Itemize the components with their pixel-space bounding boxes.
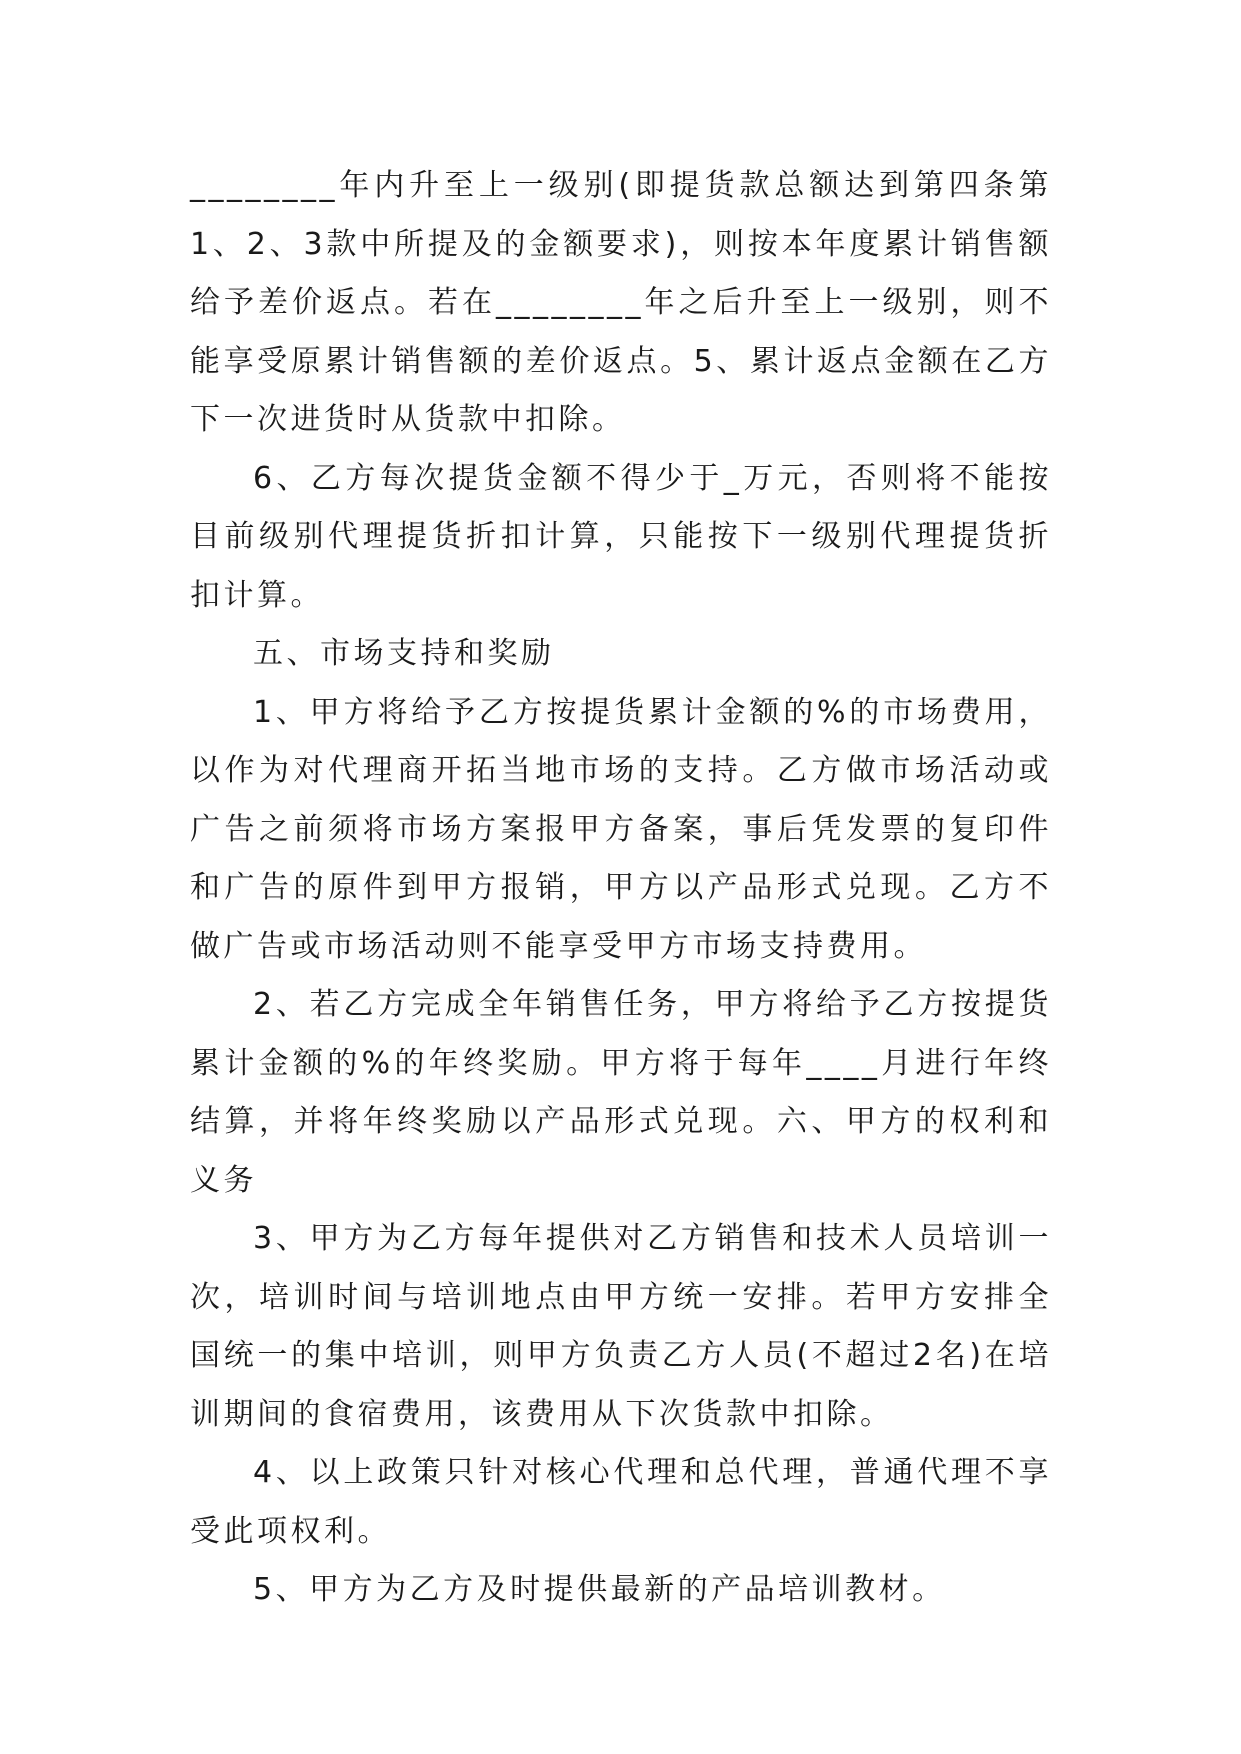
document-page: [190, 157, 1052, 1620]
paragraph-minimum-order: 6、乙方每次提货金额不得少于_万元，否则将不能按目前级别代理提货折扣计算，只能按下一级别代理提货折扣计算。: [190, 460, 1052, 613]
paragraph-rebate-terms: ________年内升至上一级别(即提货款总额达到第四条第1、2、3款中所提及的金额要求)，则按本年度累计销售额给予差价返点。若在________年之后升至上一级别，则不能享受原累计销售额的差价返点。5、累计返点金额在乙方下一次进货时从货款中扣除。: [190, 168, 1052, 437]
paragraph-training-materials: 5、甲方为乙方及时提供最新的产品培训教材。: [253, 1572, 946, 1607]
paragraph-market-fee: 1、甲方将给予乙方按提货累计金额的%的市场费用，以作为对代理商开拓当地市场的支持。乙方做市场活动或广告之前须将市场方案报甲方备案，事后凭发票的复印件和广告的原件到甲方报销，甲方以产品形式兑现。乙方不做广告或市场活动则不能享受甲方市场支持费用。: [190, 694, 1052, 964]
paragraph-training: 3、甲方为乙方每年提供对乙方销售和技术人员培训一次，培训时间与培训地点由甲方统一安排。若甲方安排全国统一的集中培训，则甲方负责乙方人员(不超过2名)在培训期间的食宿费用，该费用从下次货款中扣除。: [190, 1221, 1052, 1432]
paragraph-annual-bonus: 2、若乙方完成全年销售任务，甲方将给予乙方按提货累计金额的%的年终奖励。甲方将于每年____月进行年终结算，并将年终奖励以产品形式兑现。六、甲方的权利和义务: [190, 987, 1052, 1198]
paragraph-policy-scope: 4、以上政策只针对核心代理和总代理，普通代理不享受此项权利。: [190, 1455, 1052, 1549]
section-heading-market-support: 五、市场支持和奖励: [253, 636, 555, 671]
